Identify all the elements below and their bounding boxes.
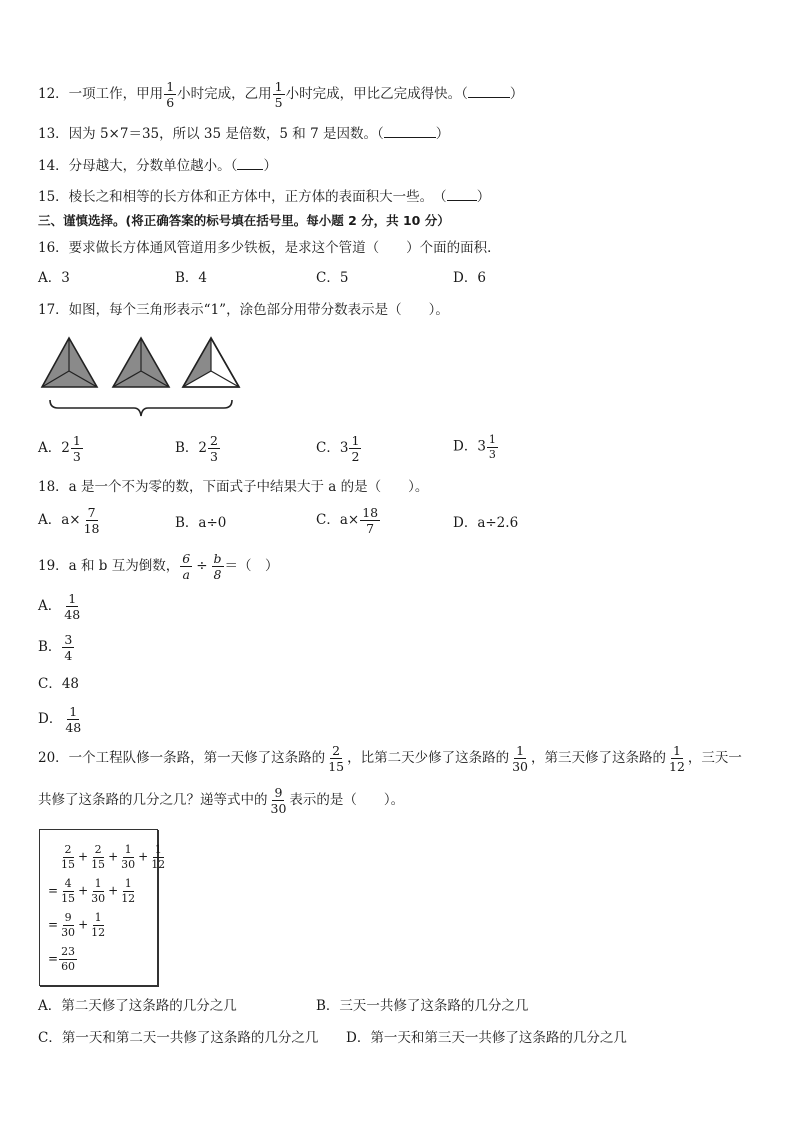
eq-row-4: = $\frac{23}{60}$ bbox=[48, 945, 76, 973]
option-a[interactable]: A． $\frac{1}{48}$ bbox=[38, 591, 81, 623]
question-15: 15．棱长之和相等的长方体和正方体中，正方体的表面积大一些。 （ ） bbox=[38, 189, 491, 205]
option-c[interactable]: C．3 $\frac{1}{2}$ bbox=[316, 433, 360, 465]
question-16: 16．要求做长方体通风管道用多少铁板，是求这个管道（ ）个面的面积． bbox=[38, 240, 501, 256]
option-c[interactable]: C．a× $\frac{18}{7}$ bbox=[316, 505, 379, 537]
question-18: 18．a 是一个不为零的数，下面式子中结果大于 a 的是（ ）。 bbox=[38, 479, 429, 495]
fraction: $\frac{1}{5}$ bbox=[274, 79, 283, 111]
option-d[interactable]: D．第一天和第三天一共修了这条路的几分之几 bbox=[346, 1030, 627, 1046]
option-d[interactable]: D．a÷2.6 bbox=[453, 515, 519, 531]
question-19: 19．a 和 b 互为倒数， $\frac{6}{a}$ ÷ $\frac{b}{8}$ ＝（ ） bbox=[38, 551, 279, 583]
eq-row-3: = $\frac{9}{30}$ + $\frac{1}{12}$ bbox=[48, 911, 106, 939]
option-a[interactable]: A．3 bbox=[38, 270, 70, 286]
question-13: 13．因为 5×7＝35，所以 35 是倍数，5 和 7 是因数。（ ） bbox=[38, 126, 450, 142]
option-b[interactable]: B．三天一共修了这条路的几分之几 bbox=[316, 998, 529, 1014]
answer-blank[interactable] bbox=[468, 86, 510, 98]
option-d[interactable]: D． $\frac{1}{48}$ bbox=[38, 704, 82, 736]
brace bbox=[50, 400, 232, 416]
option-b[interactable]: B．2 $\frac{2}{3}$ bbox=[175, 433, 218, 465]
section-heading: 三、谨慎选择。(将正确答案的标号填在括号里。每小题 2 分，共 10 分） bbox=[38, 213, 450, 228]
option-c[interactable]: C．第一天和第二天一共修了这条路的几分之几 bbox=[38, 1030, 319, 1046]
answer-blank[interactable] bbox=[237, 158, 263, 170]
option-b[interactable]: B．a÷0 bbox=[175, 515, 227, 531]
option-d[interactable]: D．3 $\frac{1}{3}$ bbox=[453, 433, 496, 461]
option-c[interactable]: C．5 bbox=[316, 270, 349, 286]
option-d[interactable]: D．6 bbox=[453, 270, 486, 286]
option-a[interactable]: A．第二天修了这条路的几分之几 bbox=[38, 998, 237, 1014]
question-17: 17．如图，每个三角形表示“1”，涂色部分用带分数表示是（ ）。 bbox=[38, 302, 449, 318]
option-b[interactable]: B．4 bbox=[175, 270, 208, 286]
fraction: $\frac{1}{6}$ bbox=[166, 79, 175, 111]
answer-blank[interactable] bbox=[447, 189, 477, 201]
triangle-partial bbox=[183, 338, 239, 387]
question-14: 14．分母越大，分数单位越小。（ ） bbox=[38, 158, 277, 174]
option-a[interactable]: A．2 $\frac{1}{3}$ bbox=[38, 433, 81, 465]
answer-blank[interactable] bbox=[384, 126, 436, 138]
option-b[interactable]: B． $\frac{3}{4}$ bbox=[38, 632, 73, 664]
question-20-line-2: 共修了这条路的几分之几？递等式中的 $\frac{9}{30}$ 表示的是（ ）。 bbox=[38, 785, 405, 817]
question-20-line-1: 20．一个工程队修一条路，第一天修了这条路的 $\frac{2}{15}$ ，比第二天少修了这条路的 $\frac{1}{30}$ ，第三天修了这条路的 $\frac{1}{12}$ ，三天一 bbox=[38, 743, 742, 775]
triangle-full-2 bbox=[113, 338, 169, 387]
eq-row-1: $\frac{2}{15}$ + $\frac{2}{15}$ + $\frac{1}{30}$ + $\frac{1}{12}$ bbox=[61, 843, 166, 871]
triangle-full-1 bbox=[42, 338, 97, 387]
option-a[interactable]: A．a× $\frac{7}{18}$ bbox=[38, 505, 100, 537]
calculation-box bbox=[39, 829, 166, 986]
question-12: 12．一项工作，甲用 $\frac{1}{6}$ 小时完成，乙用 $\frac{1}{5}$ 小时完成，甲比乙完成得快。（ ） bbox=[38, 79, 524, 111]
eq-row-2: = $\frac{4}{15}$ + $\frac{1}{30}$ + $\frac{1}{12}$ bbox=[48, 877, 136, 905]
triangles-figure bbox=[38, 332, 248, 422]
option-c[interactable]: C．48 bbox=[38, 676, 80, 692]
